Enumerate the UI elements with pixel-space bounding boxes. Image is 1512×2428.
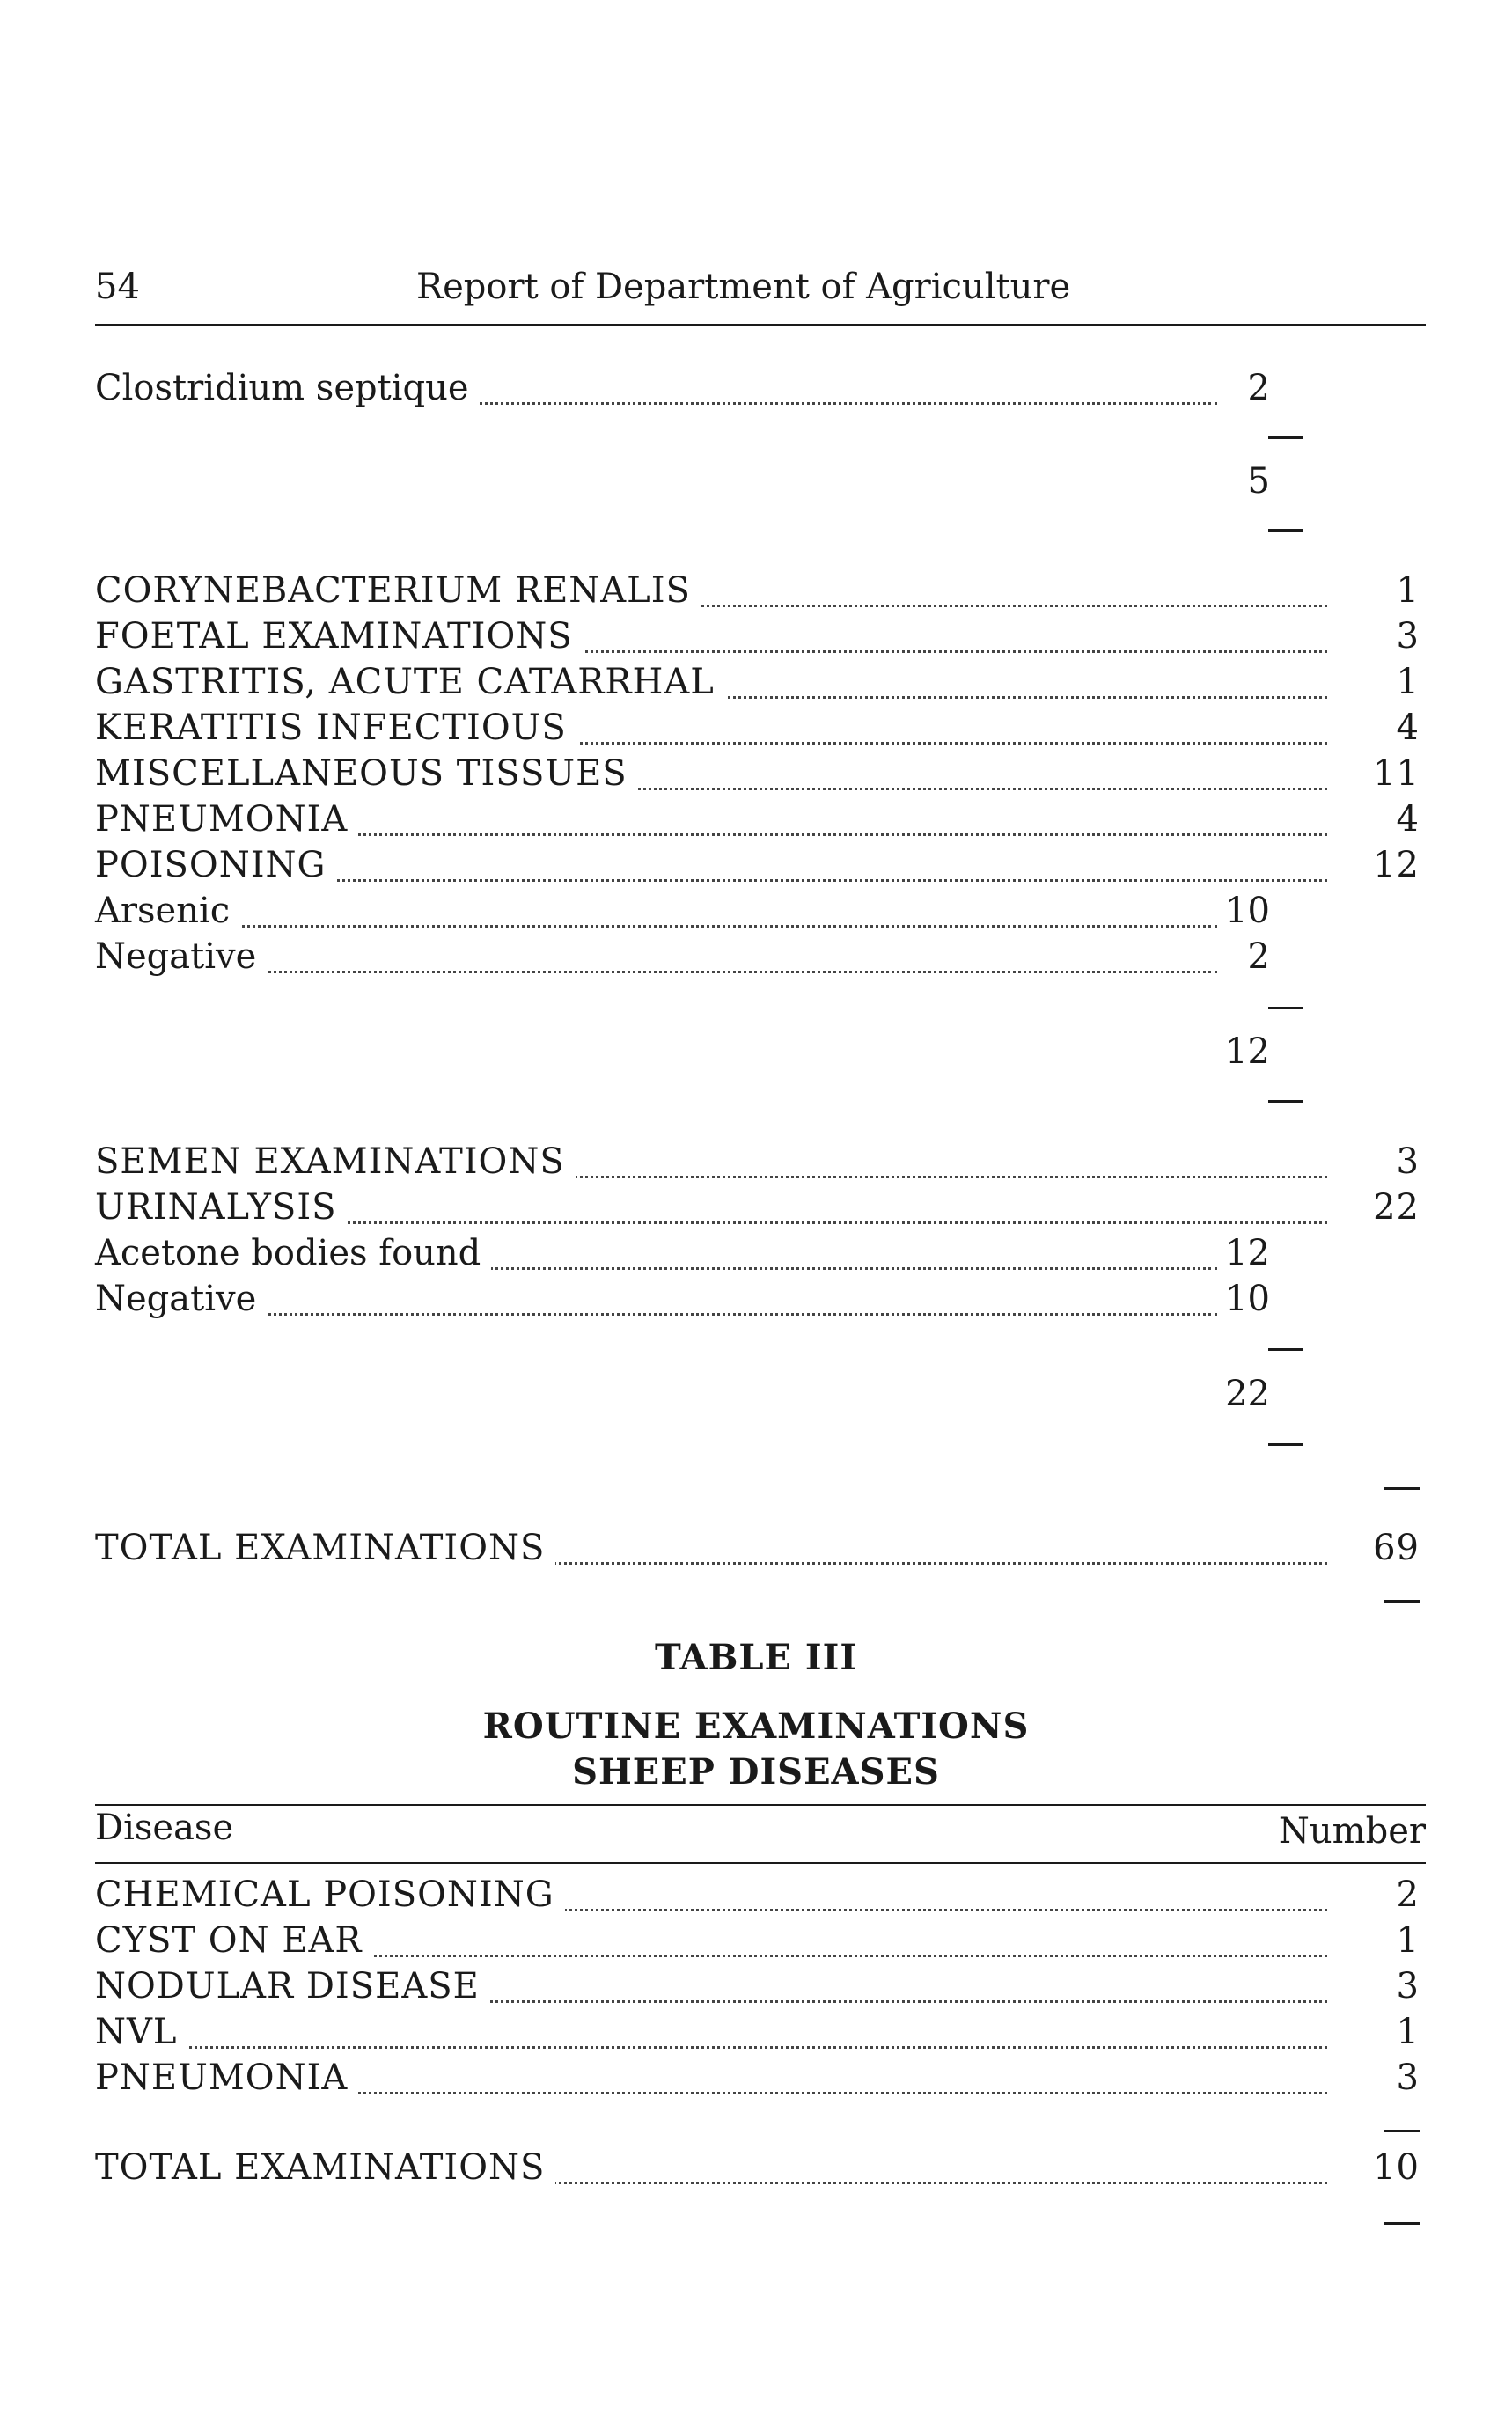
row-label: Acetone bodies found [95, 1233, 491, 1273]
leader-dots [130, 2046, 1327, 2049]
leader-dots [130, 925, 1217, 928]
row-label: CHEMICAL POISONING [95, 1874, 565, 1915]
row-value: 3 [1396, 616, 1420, 657]
subtotal-row [95, 1374, 1420, 1419]
row-label: PNEUMONIA [95, 799, 358, 840]
total-value: 69 [1373, 1528, 1420, 1568]
row-value: 3 [1396, 2058, 1420, 2098]
row-label: NVL [95, 2012, 187, 2052]
table-row [95, 1966, 1420, 2012]
row-label: PNEUMONIA [95, 2058, 358, 2098]
subtotal-rule [1268, 529, 1303, 532]
row-label: KERATITIS INFECTIOUS [95, 708, 577, 748]
table-row [95, 799, 1420, 845]
row-label: Arsenic [95, 891, 240, 931]
table-top-rule [95, 1804, 1426, 1806]
subtotal-row [95, 1031, 1420, 1077]
total-value: 10 [1373, 2147, 1420, 2188]
row-value: 1 [1396, 2012, 1420, 2052]
table-row [95, 753, 1420, 799]
row-value: 10 [1225, 891, 1270, 931]
sub-row [95, 1279, 1420, 1324]
total-row [95, 2147, 1420, 2193]
row-label: FOETAL EXAMINATIONS [95, 616, 584, 657]
row-label: Clostridium septique [95, 368, 480, 408]
row-value: 3 [1396, 1141, 1420, 1182]
sub-row [95, 891, 1420, 936]
row-value: 3 [1396, 1966, 1420, 2006]
leader-dots [130, 971, 1217, 973]
subtotal-rule [1268, 1007, 1303, 1009]
row-label: CORYNEBACTERIUM RENALIS [95, 570, 701, 611]
total-rule [1384, 2222, 1420, 2225]
table-row [95, 368, 1420, 414]
table-row [95, 708, 1420, 753]
table-row [95, 570, 1420, 616]
row-value: 10 [1225, 1279, 1270, 1319]
row-label: MISCELLANEOUS TISSUES [95, 753, 638, 794]
total-rule [1384, 1600, 1420, 1603]
running-title: Report of Department of Agriculture [416, 267, 1071, 307]
subtotal-value: 22 [1225, 1374, 1270, 1414]
table-title: TABLE III [654, 1637, 858, 1678]
subtotal-value: 12 [1225, 1031, 1270, 1072]
row-value: 1 [1396, 662, 1420, 702]
table-subtitle: ROUTINE EXAMINATIONS [482, 1705, 1030, 1747]
table-row [95, 845, 1420, 891]
subtotal-rule [1268, 1443, 1303, 1446]
subtotal-rule [1268, 1348, 1303, 1351]
row-label: GASTRITIS, ACUTE CATARRHAL [95, 662, 725, 702]
row-value: 11 [1373, 753, 1420, 794]
sub-row [95, 936, 1420, 982]
total-row [95, 1528, 1420, 1573]
row-value: 4 [1396, 708, 1420, 748]
row-label: Negative [95, 1279, 267, 1319]
page-number: 54 [95, 267, 140, 307]
row-label: NODULAR DISEASE [95, 1966, 490, 2006]
table-row [95, 1920, 1420, 1966]
total-rule [1384, 2130, 1420, 2132]
row-value: 1 [1396, 1920, 1420, 1961]
row-value: 4 [1396, 799, 1420, 840]
table-row [95, 1141, 1420, 1187]
subtotal-row [95, 461, 1420, 507]
row-value: 22 [1373, 1187, 1420, 1228]
table-row [95, 1874, 1420, 1920]
table-row [95, 662, 1420, 708]
row-label: CYST ON EAR [95, 1920, 373, 1961]
subtotal-rule [1268, 436, 1303, 439]
row-value: 12 [1373, 845, 1420, 885]
table-row [95, 1187, 1420, 1233]
table-row [95, 616, 1420, 662]
subtotal-value: 5 [1247, 461, 1270, 502]
total-label: TOTAL EXAMINATIONS [95, 1528, 555, 1568]
table-header-rule [95, 1862, 1426, 1864]
row-value: 1 [1396, 570, 1420, 611]
row-value: 12 [1225, 1233, 1270, 1273]
total-rule [1384, 1487, 1420, 1490]
header-rule [95, 324, 1426, 326]
column-header-number: Number [1278, 1811, 1426, 1852]
row-value: 2 [1247, 936, 1270, 977]
row-label: POISONING [95, 845, 336, 885]
row-label: SEMEN EXAMINATIONS [95, 1141, 576, 1182]
subtotal-rule [1268, 1100, 1303, 1103]
column-header-disease: Disease [95, 1808, 234, 1848]
leader-dots [130, 1313, 1217, 1316]
row-label: URINALYSIS [95, 1187, 348, 1228]
row-label: Negative [95, 936, 267, 977]
row-value: 2 [1396, 1874, 1420, 1915]
total-label: TOTAL EXAMINATIONS [95, 2147, 555, 2188]
sub-row [95, 1233, 1420, 1279]
table-row [95, 2012, 1420, 2058]
table-subtitle: SHEEP DISEASES [572, 1751, 940, 1793]
row-value: 2 [1247, 368, 1270, 408]
table-row [95, 2058, 1420, 2103]
